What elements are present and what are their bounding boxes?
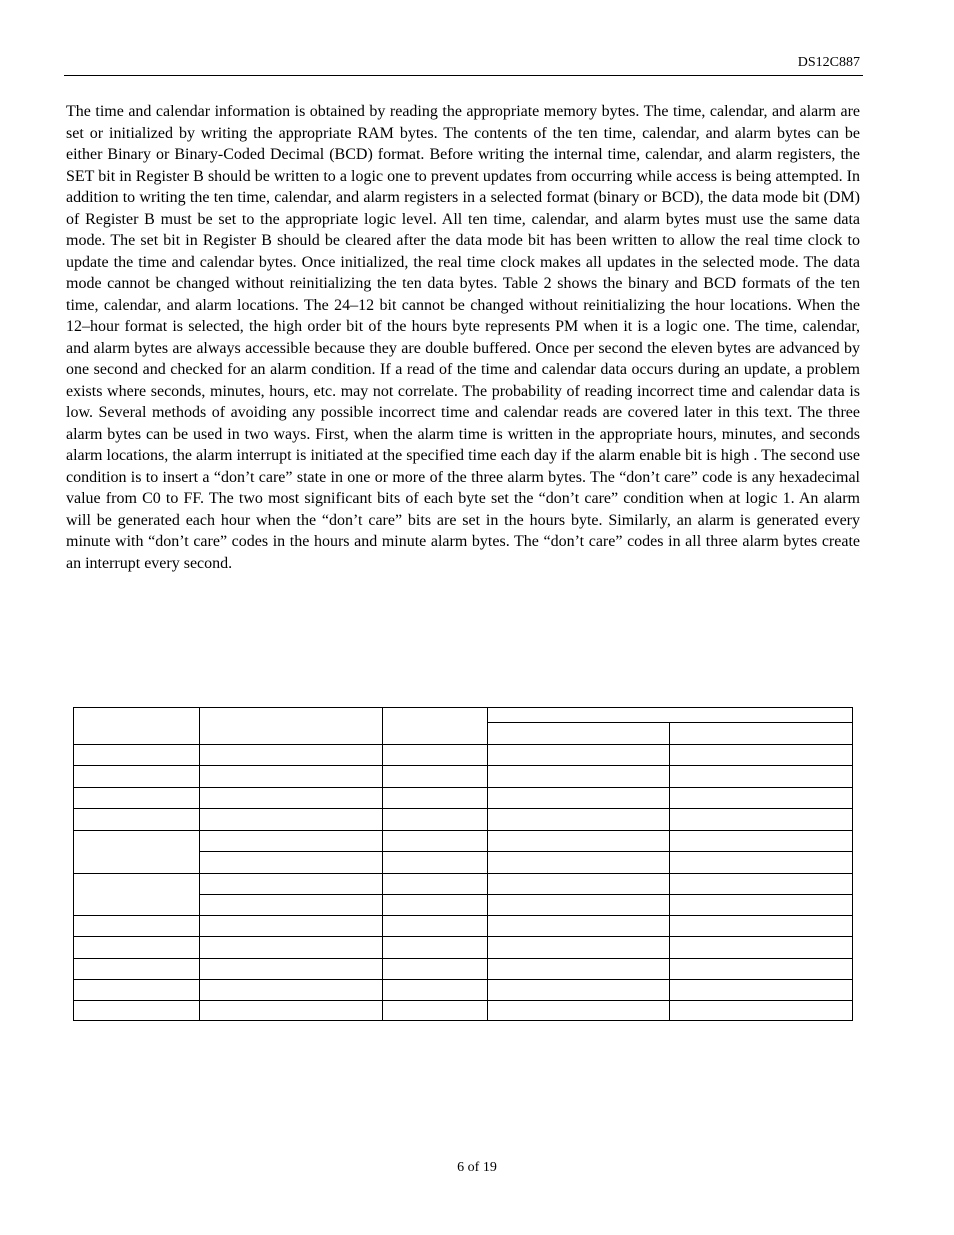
header-divider (64, 75, 863, 76)
page-number: 6 of 19 (457, 1160, 497, 1175)
document-id: DS12C887 (797, 55, 860, 70)
body-paragraph: The time and calendar information is obtained by reading the appropriate memory bytes. The time, calendar, and alarm are set or initialized by writing the appropriate RAM bytes. The contents of the ten time, calendar, and alarm bytes can be either Binary or Binary-Coded Decimal (BCD) format. Before writing the internal time, calendar, and alarm registers, the SET bit in Register B should be written to a logic one to prevent updates from occurring while access is being attempted. In addition to writing the ten time, calendar, and alarm registers in a selected format (binary or BCD), the data mode bit (DM) of Register B must be set to the appropriate logic level. All ten time, calendar, and alarm bytes must use the same data mode. The set bit in Register B should be cleared after the data mode bit has been written to allow the real time clock to update the time and calendar bytes. Once initialized, the real time clock makes all updates in the selected mode. The data mode cannot be changed without reinitializing the ten data bytes. Table 2 shows the binary and BCD formats of the ten time, calendar, and alarm locations. The 24–12 bit cannot be changed without reinitializing the hour locations. When the 12–hour format is selected, the high order bit of the hours byte represents PM when it is a logic one. The time, calendar, and alarm bytes are always accessible because they are double buffered. Once per second the eleven bytes are advanced by one second and checked for an alarm condition. If a read of the time and calendar data occurs during an update, a problem exists where seconds, minutes, hours, etc. may not correlate. The probability of reading incorrect time and calendar data is low. Several methods of avoiding any possible incorrect time and calendar reads are covered later in this text. The three alarm bytes can be used in two ways. First, when the alarm time is written in the appropriate hours, minutes, and seconds alarm locations, the alarm interrupt is initiated at the specified time each day if the alarm enable bit is high . The second use condition is to insert a “don’t care” state in one or more of the three alarm bytes. The “don’t care” code is any hexadecimal value from C0 to FF. The two most significant bits of each byte set the “don’t care” condition when at logic 1. An alarm will be generated each hour when the “don’t care” bits are set in the hours byte. Similarly, an alarm is generated every minute with “don’t care” codes in the hours and minute alarm bytes. The “don’t care” codes in all three alarm bytes create an interrupt every second. (66, 103, 860, 572)
empty-table-grid (73, 707, 853, 1021)
